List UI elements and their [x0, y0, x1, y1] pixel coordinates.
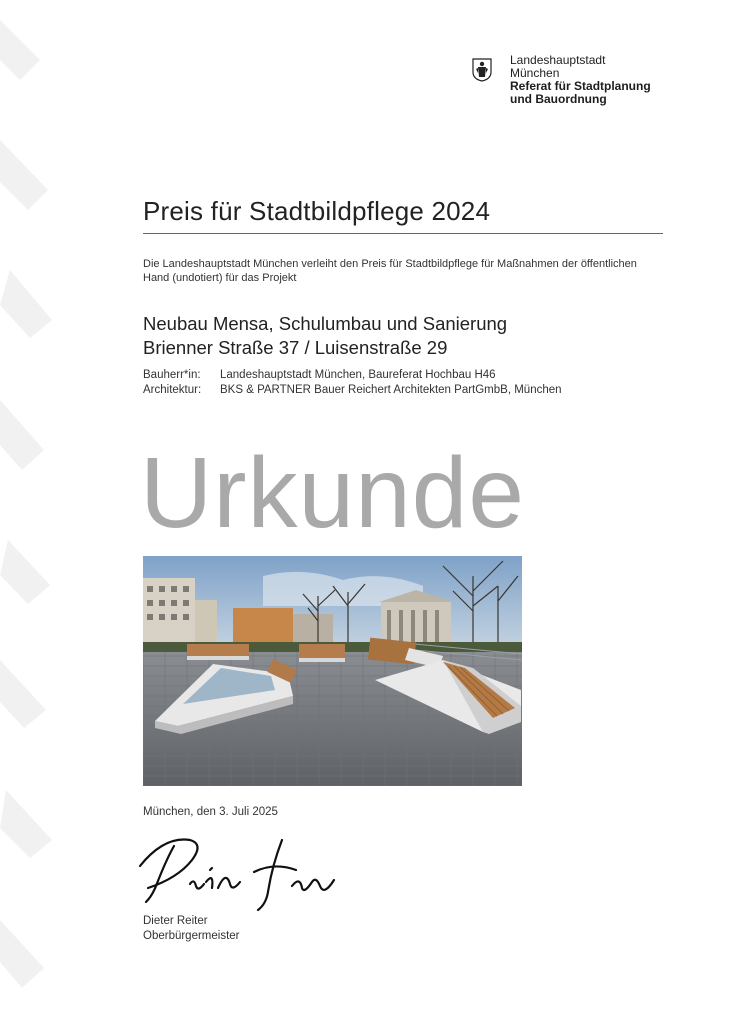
project-address: Brienner Straße 37 / Luisenstraße 29	[143, 337, 448, 358]
architect-row	[143, 383, 562, 398]
title-divider	[143, 233, 663, 234]
architect-label: Architektur:	[143, 383, 202, 396]
award-title: Preis für Stadtbildpflege 2024	[143, 196, 491, 226]
issuer-city-label: Landeshauptstadt	[510, 53, 606, 67]
project-name-line1: Neubau Mensa, Schulumbau und Sanierung	[143, 313, 508, 334]
issuer-department: Referat für Stadtplanung	[510, 79, 651, 93]
award-intro-text: Die Landeshauptstadt München verleiht den Preis für Stadtbildpflege für Maßnahmen der öffentlichen Hand (undotiert) für das Projekt	[143, 258, 637, 284]
architect-value: BKS & PARTNER Bauer Reichert Architekten PartGmbB, München	[220, 383, 562, 396]
certificate-heading: Urkunde	[140, 437, 525, 549]
edge-watermark-pattern	[0, 0, 60, 1024]
client-value: Landeshauptstadt München, Baureferat Hochbau H46	[220, 369, 496, 381]
client-row	[143, 368, 562, 383]
signer-role: Oberbürgermeister	[143, 930, 240, 942]
issuer-department-sub: und Bauordnung	[510, 92, 607, 106]
project-name	[143, 312, 507, 360]
signer-block	[143, 914, 240, 944]
client-label: Bauherr*in:	[143, 369, 201, 381]
issue-date: München, den 3. Juli 2025	[143, 806, 278, 818]
signer-name: Dieter Reiter	[143, 915, 208, 927]
issuer-city-name: München	[510, 66, 560, 80]
project-meta	[143, 368, 562, 397]
munich-crest-icon	[472, 58, 492, 82]
project-photo	[143, 556, 522, 786]
signature-image	[134, 826, 344, 916]
